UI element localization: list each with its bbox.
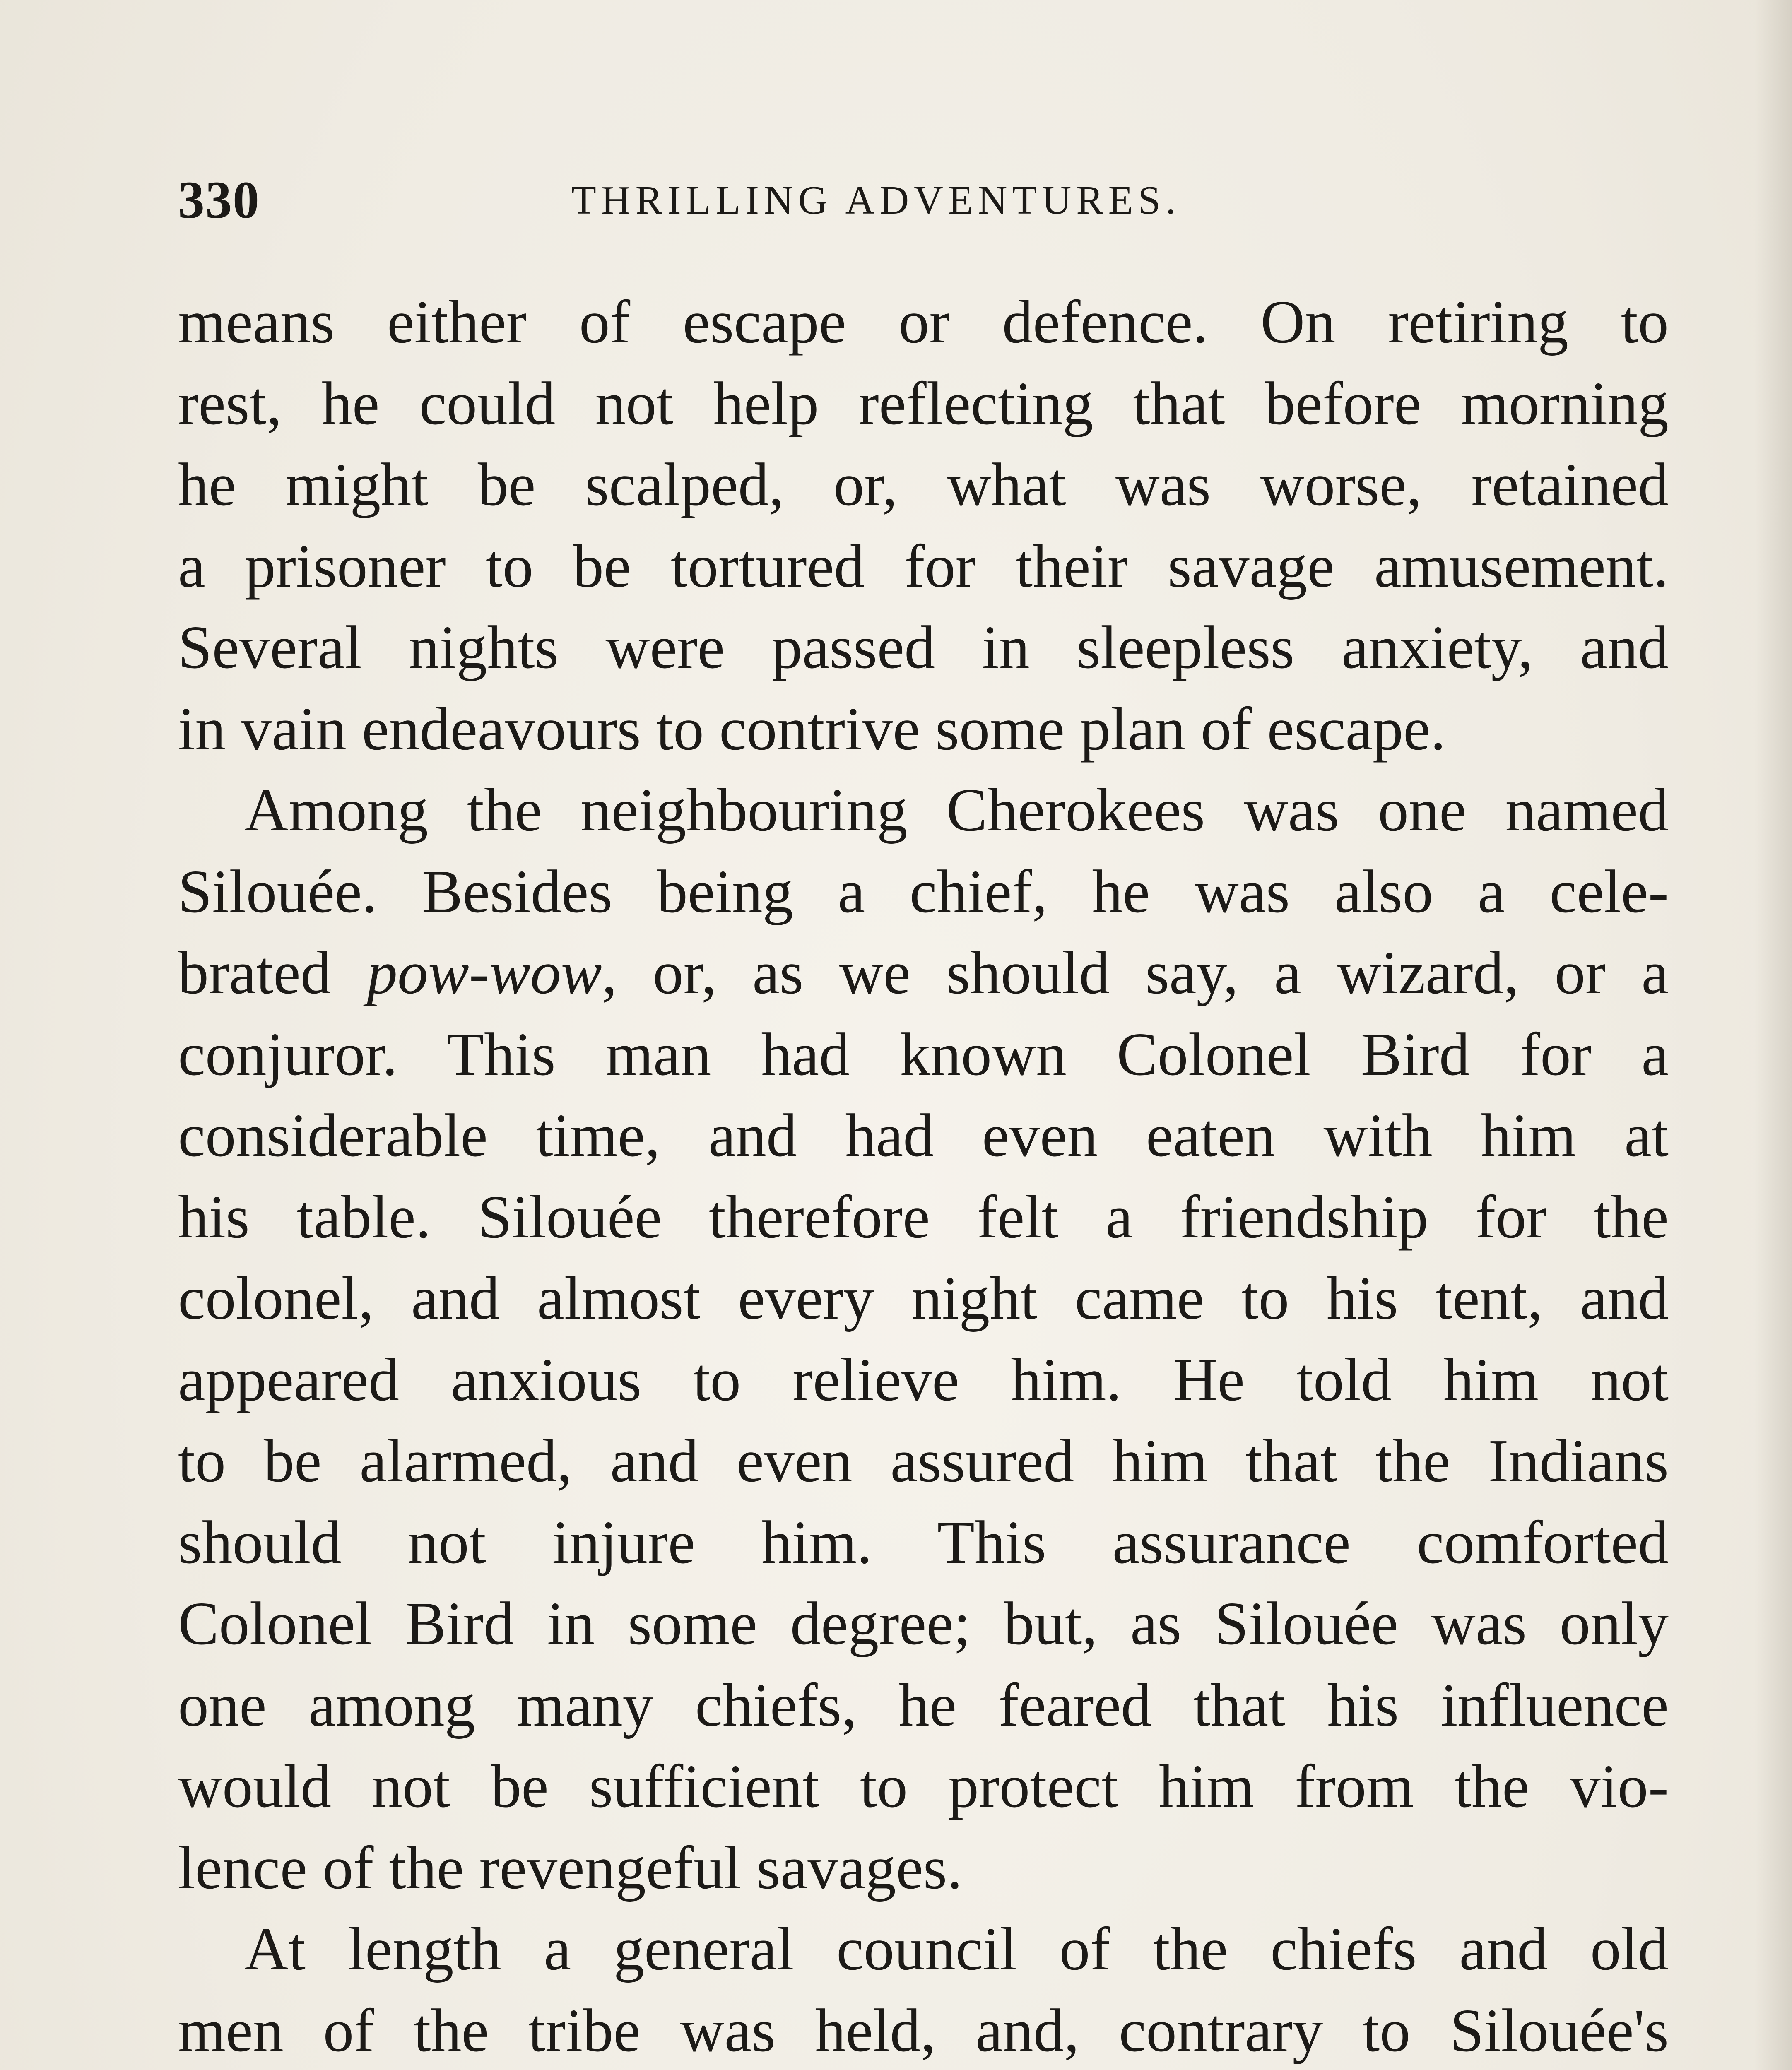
text-line: Among the neighbouring Cherokees was one named — [244, 776, 1669, 844]
text-line: lence of the revengeful savages. — [178, 1834, 963, 1902]
text-line: considerable time, and had even eaten with him at — [178, 1102, 1669, 1170]
text-line: a prisoner to be tortured for their savage amusement. — [178, 532, 1669, 600]
text-line: Several nights were passed in sleepless anxiety, and — [178, 614, 1669, 681]
text-line: means either of escape or defence. On retiring to — [178, 288, 1669, 356]
page-number: 330 — [178, 171, 260, 229]
text-line: his table. Silouée therefore felt a friendship for the — [178, 1183, 1669, 1251]
page-edge-shadow — [1755, 0, 1792, 2070]
text-line: conjuror. This man had known Colonel Bird for a — [178, 1020, 1669, 1088]
text-line: rest, he could not help reflecting that before morning — [178, 369, 1669, 438]
running-head: THRILLING ADVENTURES. — [571, 178, 1181, 223]
body-text — [178, 282, 1669, 2070]
text-line: Colonel Bird in some degree; but, as Silouée was only — [178, 1590, 1669, 1658]
italic-term: pow-wow — [366, 939, 602, 1007]
text-line: would not be sufficient to protect him from the vio- — [178, 1752, 1669, 1820]
text-line: men of the tribe was held, and, contrary to Silouée's — [178, 1996, 1669, 2065]
text-line: Silouée. Besides being a chief, he was also a cele- — [178, 857, 1669, 926]
text-line: At length a general council of the chiefs and old — [244, 1915, 1669, 1983]
text-line: brated pow-wow, or, as we should say, a wizard, or a — [178, 939, 1669, 1007]
page-header — [178, 170, 1669, 244]
text-line: one among many chiefs, he feared that his influence — [178, 1671, 1669, 1739]
text-line: appeared anxious to relieve him. He told him not — [178, 1346, 1669, 1414]
text-line: he might be scalped, or, what was worse, retained — [178, 451, 1669, 519]
text-line: to be alarmed, and even assured him that the Indians — [178, 1427, 1669, 1495]
text-line: colonel, and almost every night came to his tent, and — [178, 1264, 1669, 1332]
text-line: in vain endeavours to contrive some plan of escape. — [178, 695, 1446, 763]
text-line: should not injure him. This assurance comforted — [178, 1508, 1669, 1577]
